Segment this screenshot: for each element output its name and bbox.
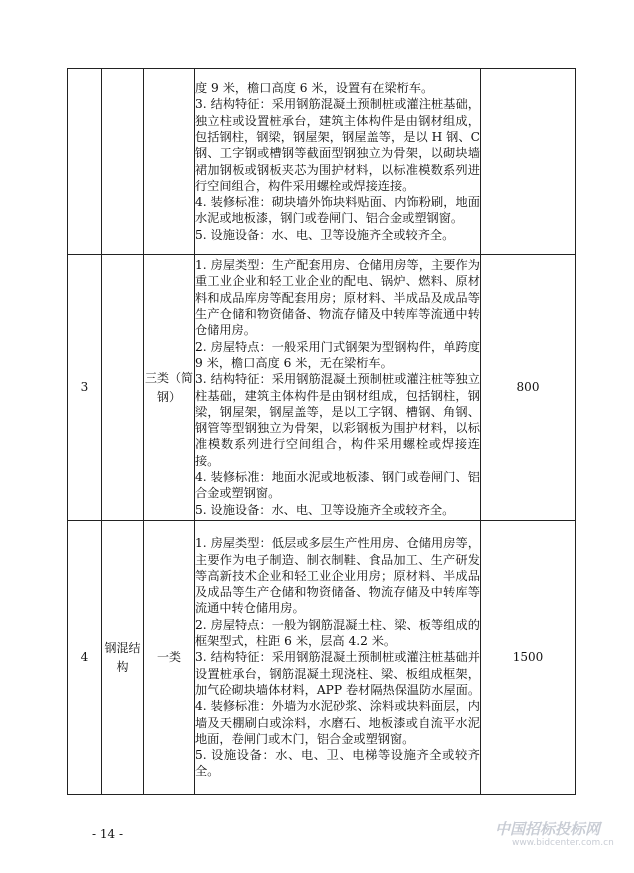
- structure-category: 钢混结构: [102, 521, 144, 795]
- structure-category: [102, 69, 144, 255]
- description-line: 3. 结构特征：采用钢筋混凝土预制桩或灌注桩基础，独立柱或设置桩承台，建筑主体构件是由钢材组成，包括钢柱，钢梁，钢屋架，钢屋盖等，是以 H 钢、C 钢、工字钢或槽钢等截面型钢独立为骨架，以砌块墙裙加钢板或钢板夹芯为围护材料，以标准模数系列进行空间组合，构件采用螺栓或焊接连接。: [195, 97, 480, 193]
- description-line: 1. 房屋类型：生产配套用房、仓储用房等，主要作为重工业企业和轻工业企业的配电、锅炉、燃料、原材料和成品库房等配套用房；原材料、半成品及成品等生产仓储和物资储备、物流存储及中转库等流通中转仓储用房。: [195, 258, 480, 338]
- price-cell: 800: [481, 255, 576, 521]
- structure-class: 三类（简钢）: [144, 255, 195, 521]
- description-line: 4. 装修标准：地面水泥或地板漆、钢门或卷闸门、铝合金或塑钢窗。: [195, 469, 480, 501]
- table-row: [68, 521, 576, 795]
- price-cell: 1500: [481, 521, 576, 795]
- description-line: 3. 结构特征：采用钢筋混凝土预制桩或灌注桩等独立柱基础，建筑主体构件是由钢材组成，包括钢柱，钢梁，钢屋架，钢屋盖等，是以工字钢、槽钢、角钢、钢管等型钢独立为骨架，以彩钢板为围护材料，以标准模数系列进行空间组合，构件采用螺栓或焊接连接。: [195, 372, 480, 468]
- row-number: 3: [68, 255, 102, 521]
- description-cell: [195, 255, 481, 521]
- structure-category: [102, 255, 144, 521]
- description-line: 5. 设施设备：水、电、卫等设施齐全或较齐全。: [195, 502, 455, 517]
- description-line: 度 9 米，檐口高度 6 米，设置有在梁桁车。: [195, 81, 434, 96]
- description-line: 4. 装修标准：外墙为水泥砂浆、涂料或块料面层，内墙及天棚刷白或涂料，水磨石、地板漆或自流平水泥地面，卷闸门或木门，铝合金或塑钢窗。: [195, 699, 480, 746]
- building-standard-table: [67, 68, 576, 795]
- row-number: 4: [68, 521, 102, 795]
- price-cell: [481, 69, 576, 255]
- structure-class: [144, 69, 195, 255]
- description-line: 2. 房屋特点：一般采用门式钢架为型钢构件，单跨度 9 米，檐口高度 6 米，无在梁桁车。: [195, 339, 480, 370]
- watermark-url: www.bidcenter.com.cn: [512, 838, 614, 848]
- watermark-logo: 中国招标投标网: [495, 820, 601, 838]
- page-number: - 14 -: [92, 827, 124, 841]
- table-row: [68, 69, 576, 255]
- description-line: 4. 装修标准：砌块墙外饰块料贴面、内饰粉刷，地面水泥或地板漆，钢门或卷闸门、铝合金或塑钢窗。: [195, 195, 480, 226]
- description-cell: [195, 521, 481, 795]
- description-line: 1. 房屋类型：低层或多层生产性用房、仓储用房等，主要作为电子制造、制衣制鞋、食品加工、生产研发等高新技术企业和轻工业企业用房；原材料、半成品及成品等生产仓储和物资储备、物流存储及中转库等流通中转仓储用房。: [195, 536, 480, 616]
- row-number: [68, 69, 102, 255]
- table-row: [68, 255, 576, 521]
- description-line: 5. 设施设备：水、电、卫、电梯等设施齐全或较齐全。: [195, 748, 480, 779]
- description-line: 2. 房屋特点：一般为钢筋混凝土柱、梁、板等组成的框架型式，柱距 6 米，层高 4.2 米。: [195, 617, 480, 649]
- description-line: 3. 结构特征：采用钢筋混凝土预制桩或灌注桩基础并设置桩承台，钢筋混凝土现浇柱、梁、板组成框架，加气砼砌块墙体材料，APP 卷材隔热保温防水屋面。: [195, 650, 481, 697]
- description-cell: [195, 69, 481, 255]
- structure-class: 一类: [144, 521, 195, 795]
- description-line: 5. 设施设备：水、电、卫等设施齐全或较齐全。: [195, 227, 455, 242]
